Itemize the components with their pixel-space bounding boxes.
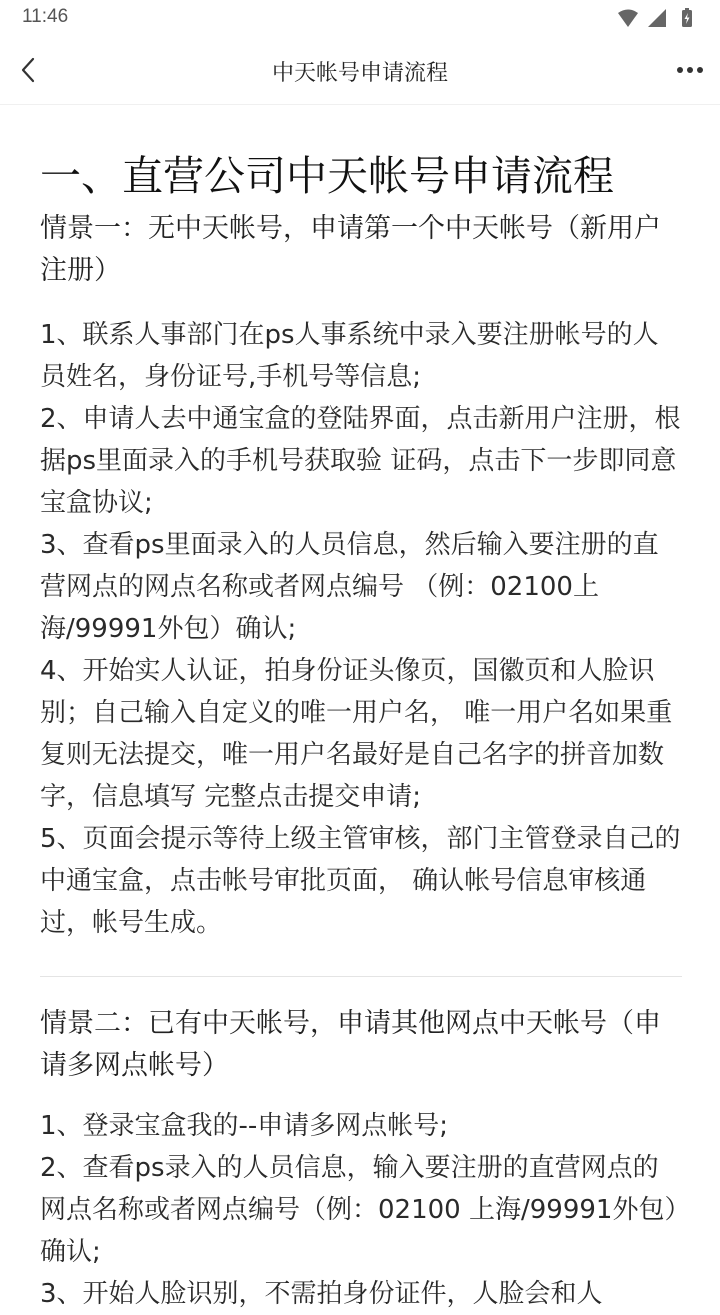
status-bar [0,0,720,36]
status-icons [618,7,698,29]
list-item: 2、申请人去中通宝盒的登陆界面，点击新用户注册，根据ps里面录入的手机号获取验 证码，点击下一步即同意宝盒协议; [40,404,681,518]
back-button[interactable] [8,50,48,90]
list-item: 1、登录宝盒我的--申请多网点帐号; [40,1111,449,1141]
list-item: 2、查看ps录入的人员信息，输入要注册的直营网点的网点名称或者网点编号（例：02100 上海/99991外包）确认; [40,1153,678,1267]
status-time: 11:46 [22,6,69,27]
scene1-steps [40,314,682,944]
battery-icon [682,8,692,27]
article-body [40,104,682,1315]
list-item: 1、联系人事部门在ps人事系统中录入要注册帐号的人员姓名，身份证号,手机号等信息; [40,320,659,392]
scene2-title: 情景二：已有中天帐号，申请其他网点中天帐号（申请多网点帐号） [40,1008,661,1081]
divider [40,976,682,977]
chevron-left-icon [18,56,38,84]
nav-bar [0,36,720,105]
article-heading: 一、直营公司中天帐号申请流程 [40,152,614,200]
list-item: 3、开始人脸识别，不需拍身份证件，人脸会和人 [40,1279,603,1309]
signal-icon [648,9,666,27]
scene2-steps [40,1105,682,1315]
list-item: 3、查看ps里面录入的人员信息，然后输入要注册的直营网点的网点名称或者网点编号 （例：02100上海/99991外包）确认; [40,530,659,644]
list-item: 5、页面会提示等待上级主管审核，部门主管登录自己的中通宝盒，点击帐号审批页面， 确认帐号信息审核通过，帐号生成。 [40,824,681,938]
list-item: 4、开始实人认证，拍身份证头像页，国徽页和人脸识别；自己输入自定义的唯一用户名， 唯一用户名如果重复则无法提交，唯一用户名最好是自己名字的拼音加数字，信息填写 完整点击提交申请; [40,656,673,812]
more-horizontal-icon [676,66,704,74]
more-button[interactable] [670,50,710,90]
page-title: 中天帐号申请流程 [271,61,448,86]
scene1-title: 情景一：无中天帐号，申请第一个中天帐号（新用户注册） [40,213,661,286]
wifi-icon [618,10,638,28]
